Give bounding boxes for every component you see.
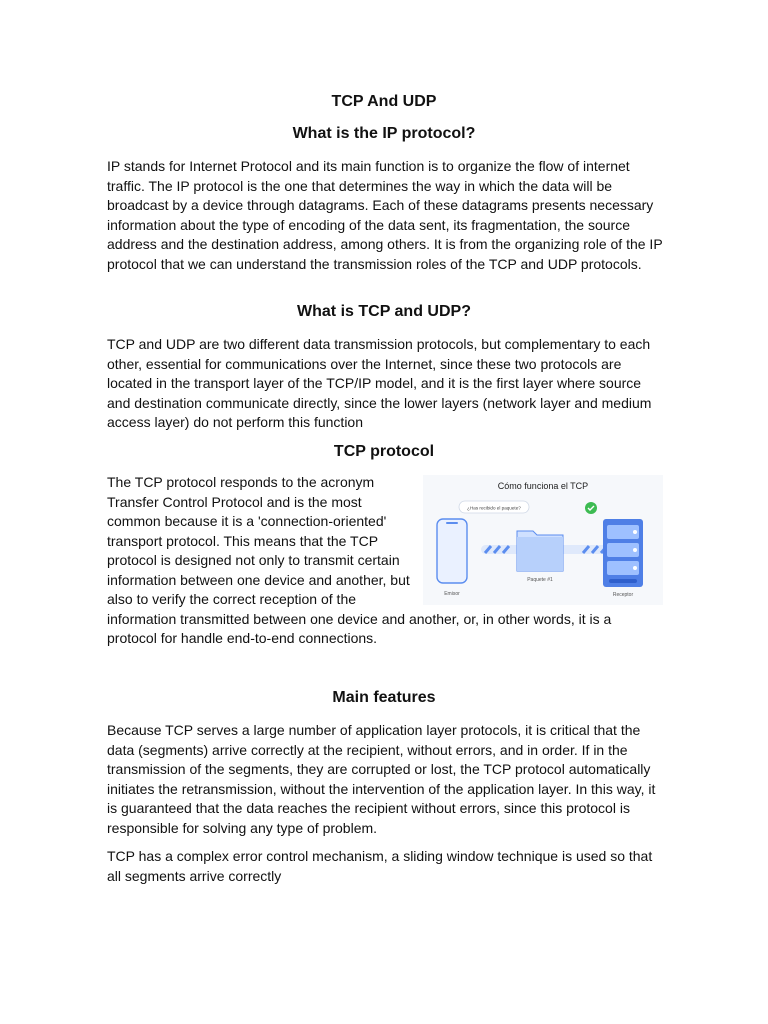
paragraph-tcp-and-udp: TCP and UDP are two different data transmission protocols, but complementary to each other, essential for communications over the Internet, since these two protocols are located in the transport layer of the TCP/IP model, and it is the first layer where source and destination communicate directly, since the lower layers (network layer and medium access layer) do not perform this function bbox=[107, 336, 652, 430]
tcp-diagram bbox=[423, 475, 663, 605]
receiver-label: Receptor bbox=[612, 592, 634, 598]
section-heading-main-features: Main features bbox=[332, 689, 436, 706]
check-icon bbox=[585, 502, 597, 514]
sender-label: Emisor bbox=[444, 591, 460, 597]
tcp-protocol-block bbox=[107, 473, 663, 649]
tcp-diagram-figure bbox=[423, 475, 663, 605]
paragraph-ip-protocol: IP stands for Internet Protocol and its main function is to organize the flow of internet traffic. The IP protocol is the one that determines the way in which the data will be broadcast by a device through datagrams. Each of these datagrams presents necessary information about the type of encoding of the data sent, its fragmentation, the source address and the destination address, among others. It is from the organizing role of the IP protocol that we can understand the transmission roles of the TCP and UDP protocols. bbox=[107, 158, 663, 272]
packet-label: Paquete #1 bbox=[527, 577, 553, 583]
phone-icon bbox=[437, 519, 467, 583]
paragraph-main-features-1: Because TCP serves a large number of application layer protocols, it is critical that the data (segments) arrive correctly at the recipient, without errors, and in order. If in the transmission of the segments, they are corrupted or lost, the TCP protocol automatically initiates the retransmission, without the intervention of the application layer. In this way, it is guaranteed that the data reaches the recipient without errors, since this protocol is responsible for solving any type of problem. bbox=[107, 722, 656, 836]
diagram-title: Cómo funciona el TCP bbox=[497, 481, 589, 491]
folder-icon bbox=[517, 531, 563, 571]
paragraph-main-features-2: TCP has a complex error control mechanism, a sliding window technique is used so that all segments arrive correctly bbox=[107, 848, 653, 884]
bubble-text: ¿Has recibido el paquete? bbox=[467, 505, 521, 511]
server-icon bbox=[603, 519, 643, 587]
paragraph-tcp-protocol: The TCP protocol responds to the acronym Transfer Control Protocol and is the most common because it is a 'connection-oriented' transport protocol. This means that the TCP protocol is designed not only to transmit certain information between one device and another, but also to verify the correct reception of the information transmitted between one device and another, or, in other words, it is a protocol for handle end-to-end connections. bbox=[107, 474, 612, 646]
document-title: TCP And UDP bbox=[331, 93, 437, 110]
section-heading-ip-protocol: What is the IP protocol? bbox=[292, 125, 476, 142]
section-heading-tcp-protocol: TCP protocol bbox=[333, 443, 435, 460]
section-heading-tcp-and-udp: What is TCP and UDP? bbox=[297, 303, 471, 320]
